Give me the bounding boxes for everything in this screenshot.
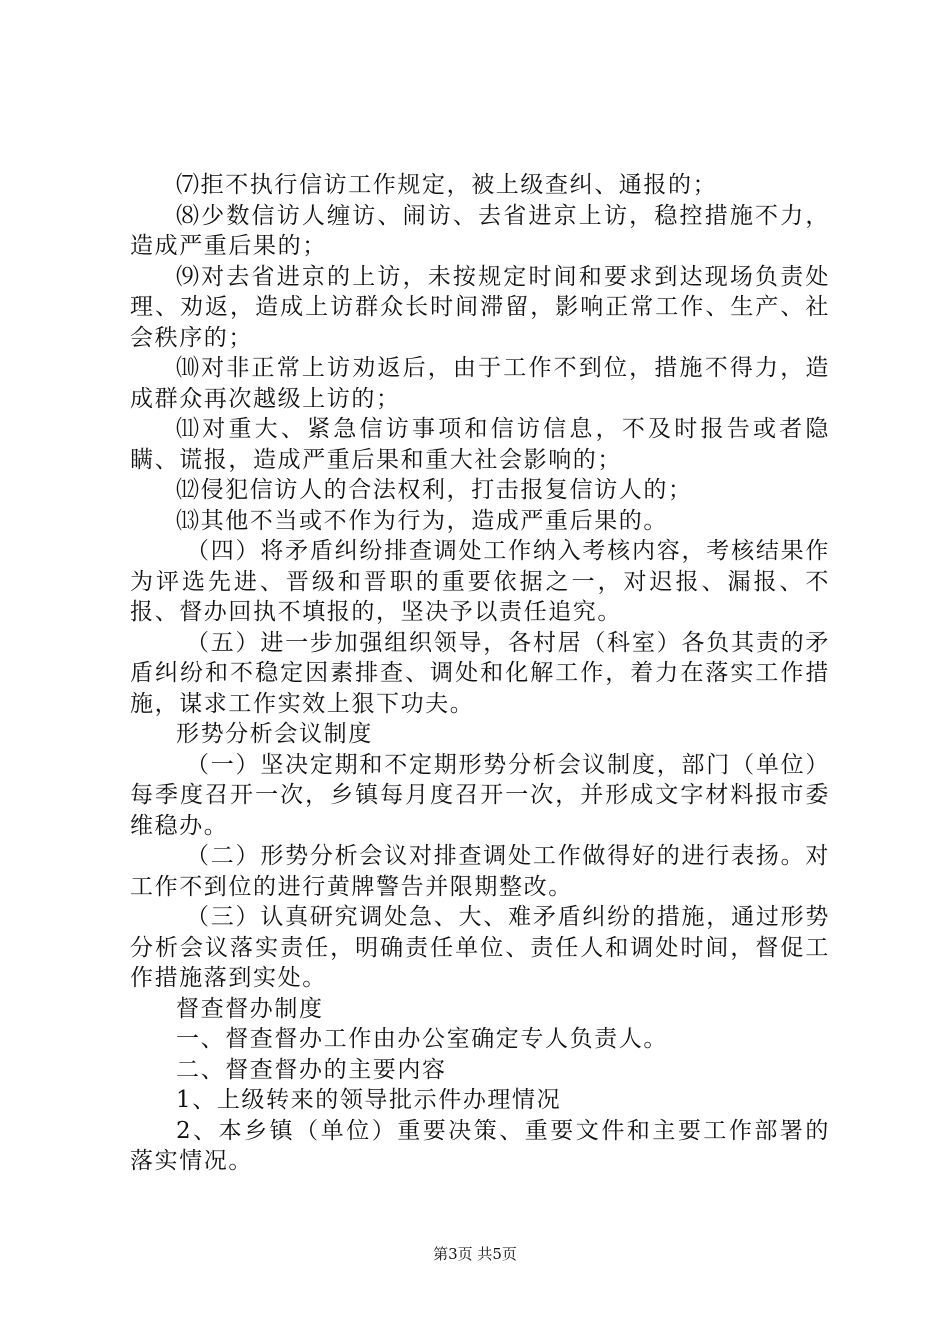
paragraph-item-9: ⑼对去省进京的上访，未按规定时间和要求到达现场负责处理、劝返，造成上访群众长时间滞留，影响正常工作、生产、社会秩序的； — [130, 263, 830, 351]
paragraph-analysis-3: （三）认真研究调处急、大、难矛盾纠纷的措施，通过形势分析会议落实责任，明确责任单位、责任人和调处时间，督促工作措施落到实处。 — [130, 904, 830, 991]
paragraph-supervision-item-2: 2、本乡镇（单位）重要决策、重要文件和主要工作部署的落实情况。 — [130, 1117, 830, 1174]
paragraph-item-13: ⒀其他不当或不作为行为，造成严重后果的。 — [176, 507, 668, 534]
paragraph-supervision-2: 二、督查督办的主要内容 — [176, 1056, 447, 1083]
page-number-footer: 第3页 共5页 — [433, 1245, 517, 1263]
paragraph-section-4: （四）将矛盾纠纷排查调处工作纳入考核内容，考核结果作为评选先进、晋级和晋职的重要依据之一，对迟报、漏报、不报、督办回执不填报的，坚决予以责任追究。 — [130, 538, 830, 625]
paragraph-item-8: ⑻少数信访人缠访、闹访、去省进京上访，稳控措施不力，造成严重后果的； — [130, 202, 830, 259]
heading-supervision: 督查督办制度 — [176, 995, 324, 1022]
document-body — [130, 170, 830, 1177]
paragraph-item-12: ⑿侵犯信访人的合法权利，打击报复信访人的； — [176, 477, 693, 503]
paragraph-analysis-2: （二）形势分析会议对排查调处工作做得好的进行表扬。对工作不到位的进行黄牌警告并限期整改。 — [130, 843, 830, 900]
paragraph-analysis-1: （一）坚决定期和不定期形势分析会议制度，部门（单位）每季度召开一次，乡镇每月度召开一次，并形成文字材料报市委维稳办。 — [130, 751, 830, 839]
paragraph-section-5: （五）进一步加强组织领导，各村居（科室）各负其责的矛盾纠纷和不稳定因素排查、调处和化解工作，着力在落实工作措施，谋求工作实效上狠下功夫。 — [130, 629, 830, 717]
heading-situation-analysis: 形势分析会议制度 — [176, 721, 373, 747]
paragraph-item-10: ⑽对非正常上访劝返后，由于工作不到位，措施不得力，造成群众再次越级上访的； — [130, 355, 830, 412]
paragraph-supervision-1: 一、督查督办工作由办公室确定专人负责人。 — [176, 1026, 668, 1052]
paragraph-item-11: ⑾对重大、紧急信访事项和信访信息，不及时报告或者隐瞒、谎报，造成严重后果和重大社会影响的； — [130, 416, 830, 473]
paragraph-supervision-item-1: 1、上级转来的领导批示件办理情况 — [176, 1087, 562, 1113]
paragraph-item-7: ⑺拒不执行信访工作规定，被上级查纠、通报的； — [176, 172, 718, 198]
